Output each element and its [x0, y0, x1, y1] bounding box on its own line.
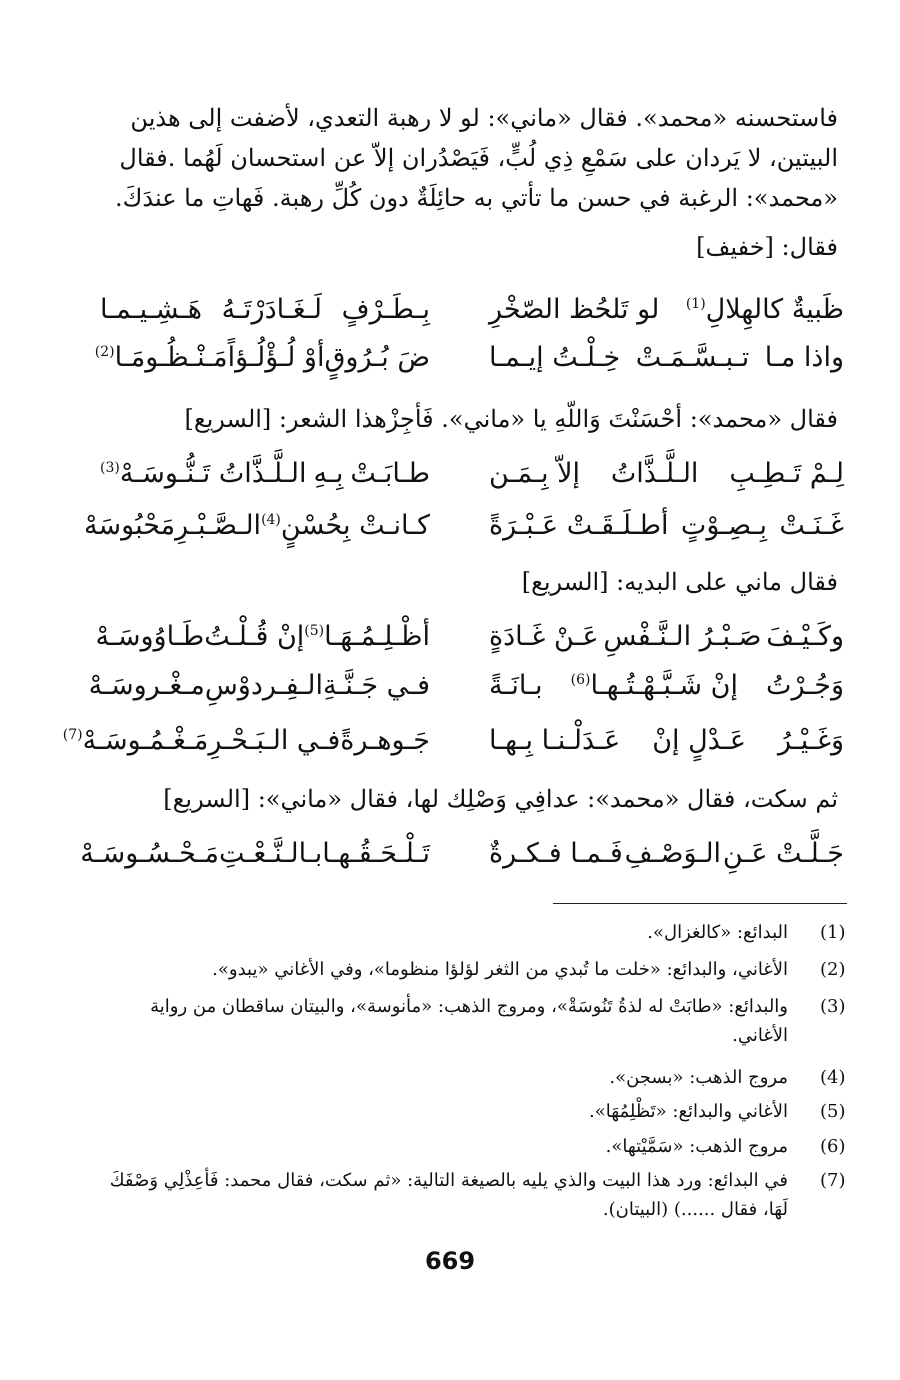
hemistich-second — [62, 725, 430, 756]
hemistich-first — [489, 342, 844, 373]
footnote — [100, 1166, 850, 1224]
paragraph-line: البيتين، لا يَردان على سَمْعِ ذِي لُبٍّ، فَيَصْدُران إلاّ عن استحسان لَهُما .فقال — [119, 144, 838, 172]
hemistich-second — [94, 342, 430, 373]
verse-word: وَجُـرْتُ — [766, 670, 844, 701]
footnote-text: الأغاني والبدائع: «تَظْلِمُهَا». — [588, 1101, 788, 1122]
verse-word: الـلَّـذَّاتُ — [610, 458, 699, 489]
hemistich-second — [84, 510, 430, 541]
verse-word: جَـلَّـتْ عَـنِ — [722, 838, 844, 869]
verse-word: بِـهِ — [313, 458, 344, 489]
footnote-number: (7) — [820, 1170, 846, 1191]
verse-word: بِـطَـرْفٍ — [341, 294, 430, 325]
verse-word: وَغَـيْـرُ — [777, 725, 844, 756]
footnote-number: (3) — [820, 996, 846, 1017]
page-number: 669 — [424, 1247, 476, 1275]
footnote — [100, 992, 850, 1050]
hemistich-first — [489, 670, 844, 701]
verse-word: فـي جَـنَّـةِ — [322, 670, 430, 701]
verse-word: إنْ شَـبَّـهْـتُـهـا — [590, 670, 738, 701]
footnote-number: (6) — [820, 1136, 846, 1157]
footnote — [100, 955, 850, 984]
footnote-ref: (6) — [570, 672, 591, 688]
footnote — [100, 918, 850, 947]
meter-intro-khafif: فقال: [خفيف] — [696, 233, 838, 261]
verse-word: صَـبْـرُ الـنَّـفْسِ — [603, 621, 762, 652]
verse-word: طَـاوُوسَـهْ — [95, 621, 205, 652]
verse-word: أوْ لُـؤْلُـؤاً — [227, 342, 325, 373]
verse-line — [100, 294, 844, 338]
verse-word: فـي الـبَـحْـرِ — [208, 725, 341, 756]
verse-line — [84, 510, 844, 554]
intro-paragraph — [100, 98, 838, 218]
meter-intro-sari-2: فقال ماني على البديه: [السريع] — [521, 568, 838, 596]
hemistich-second — [88, 670, 430, 701]
verse-word: بـالـنَّـعْـتِ — [218, 838, 323, 869]
verse-word: الـلَّـذَّاتُ تَـنُّـوسَـهْ — [119, 458, 307, 489]
hemistich-second — [100, 294, 430, 325]
verse-word: عَـدْلٍ إنْ — [652, 725, 746, 756]
verse-word: هَـشِـيـمـا — [100, 294, 202, 325]
verse-line — [94, 342, 844, 386]
footnote-ref: (4) — [261, 512, 281, 528]
hemistich-second — [95, 621, 430, 652]
meter-intro-sari: فقال «محمد»: أحْسَنْتَ وَاللّهِ يا «ماني». فَأجِزْهذا الشعر: [السريع] — [184, 405, 838, 433]
verse-word: أطـلَـقَـتْ عَـبْـرَةً — [489, 510, 669, 541]
verse-word: جَـوهـرةً — [340, 725, 430, 756]
footnote-number: (5) — [820, 1101, 846, 1122]
verse-word: إلاّ بِـمَـن — [489, 458, 580, 489]
footnote-ref: (5) — [304, 623, 325, 639]
verse-word: الـوَصْـفِ — [624, 838, 722, 869]
verse-word: لَـغَـادَرْتَـهُ — [221, 294, 322, 325]
verse-word: مَـنْـظُـومَـا — [114, 342, 228, 373]
footnote-ref: (3) — [100, 460, 120, 476]
verse-word: تـبـسَّـمَـتْ — [635, 342, 750, 373]
footnote — [100, 1063, 850, 1092]
verse-word: بِـصِـوْتٍ — [680, 510, 768, 541]
footnote-number: (1) — [820, 922, 846, 943]
hemistich-first — [489, 838, 844, 869]
paragraph-line: «محمد»: الرغبة في حسن ما تأتي به حائِلَةٌ دون كُلِّ رهبة. فَهاتِ ما عندَكَ. — [114, 184, 838, 212]
footnote-text: والبدائع: «طابَتْ له لذةُ تَنُوسَةْ»، ومروج الذهب: «مأنوسة»، والبيتان ساقطان من رواية الأغاني. — [150, 996, 788, 1046]
verse-line — [100, 458, 844, 502]
footnote-ref: (1) — [685, 296, 706, 312]
verse-word: ظَبيةٌ كالهِلالِ — [705, 294, 844, 325]
verse-word: لو تَلحُظ الصّخْرِ — [489, 294, 660, 325]
verse-word: إنْ قُـلْـتُ — [204, 621, 305, 652]
footnote — [100, 1097, 850, 1126]
verse-word: تَـلْـحَـقُـهـا — [322, 838, 430, 869]
footnote — [100, 1132, 850, 1161]
verse-word: أظْـلِـمُـهَـا — [324, 621, 430, 652]
verse-word: مَحْبُوسَهْ — [84, 510, 176, 541]
verse-word: الـصَّـبْـرِ — [175, 510, 262, 541]
footnote-text: مروج الذهب: «سَمَّيْتها». — [605, 1136, 788, 1157]
verse-word: مَـحْـسُـوسَـهْ — [80, 838, 219, 869]
hemistich-first — [489, 725, 844, 756]
hemistich-second — [100, 458, 430, 489]
paragraph-line: فاستحسنه «محمد». فقال «ماني»: لو لا رهبة التعدي، لأضفت إلى هذين — [130, 104, 838, 132]
hemistich-second — [80, 838, 430, 869]
verse-word: الـفِـردوْسِ — [204, 670, 323, 701]
hemistich-first — [489, 458, 844, 489]
footnote-separator — [553, 903, 847, 904]
verse-word: عَـنْ غَـادَةٍ — [489, 621, 599, 652]
verse-word: خِـلْـتُ إيـمـا — [489, 342, 621, 373]
verse-word: واذا مـا — [764, 342, 844, 373]
footnote-text: مروج الذهب: «بسجن». — [609, 1067, 788, 1088]
footnote-number: (2) — [820, 959, 846, 980]
verse-line — [80, 838, 844, 882]
verse-line — [95, 621, 844, 665]
verse-word: مـغْـروسَـهْ — [88, 670, 205, 701]
verse-word: فَـمـا فـكـرةٌ — [489, 838, 623, 869]
verse-word: غَـنَـتْ — [779, 510, 844, 541]
footnote-text: البدائع: «كالغزال». — [647, 922, 788, 943]
verse-word: بـانَـةً — [489, 670, 543, 701]
hemistich-first — [489, 510, 844, 541]
meter-intro-sari-3: ثم سكت، فقال «محمد»: عدافِي وَصْلِك لها، فقال «ماني»: [السريع] — [163, 785, 838, 813]
verse-word: لِـمْ تَـطِـبِ — [729, 458, 844, 489]
hemistich-first — [489, 294, 844, 325]
hemistich-first — [489, 621, 844, 652]
footnote-text: الأغاني، والبدائع: «خلت ما تُبدي من الثغر لؤلؤا منظوما»، وفي الأغاني «يبدو». — [212, 959, 788, 980]
footnote-text: في البدائع: ورد هذا البيت والذي يليه بالصيغة التالية: «ثم سكت، فقال محمد: فَأعِذْلِي وَصْفَكَ لَهَا، فقال ......) (البيتان). — [109, 1170, 788, 1220]
verse-word: عَـدَلْـنـا بِـهـا — [489, 725, 621, 756]
verse-line — [88, 670, 844, 714]
verse-line — [62, 725, 844, 769]
footnote-ref: (7) — [62, 727, 83, 743]
verse-word: كـانـتْ بِحُسْنٍ — [280, 510, 430, 541]
verse-word: مَـغْـمُـوسَـهْ — [82, 725, 209, 756]
verse-word: ضَ بُـرُوقٍ — [324, 342, 430, 373]
footnote-ref: (2) — [94, 344, 115, 360]
verse-word: طـابَـتْ — [350, 458, 430, 489]
footnote-number: (4) — [820, 1067, 846, 1088]
verse-word: وكَـيْـفَ — [766, 621, 844, 652]
